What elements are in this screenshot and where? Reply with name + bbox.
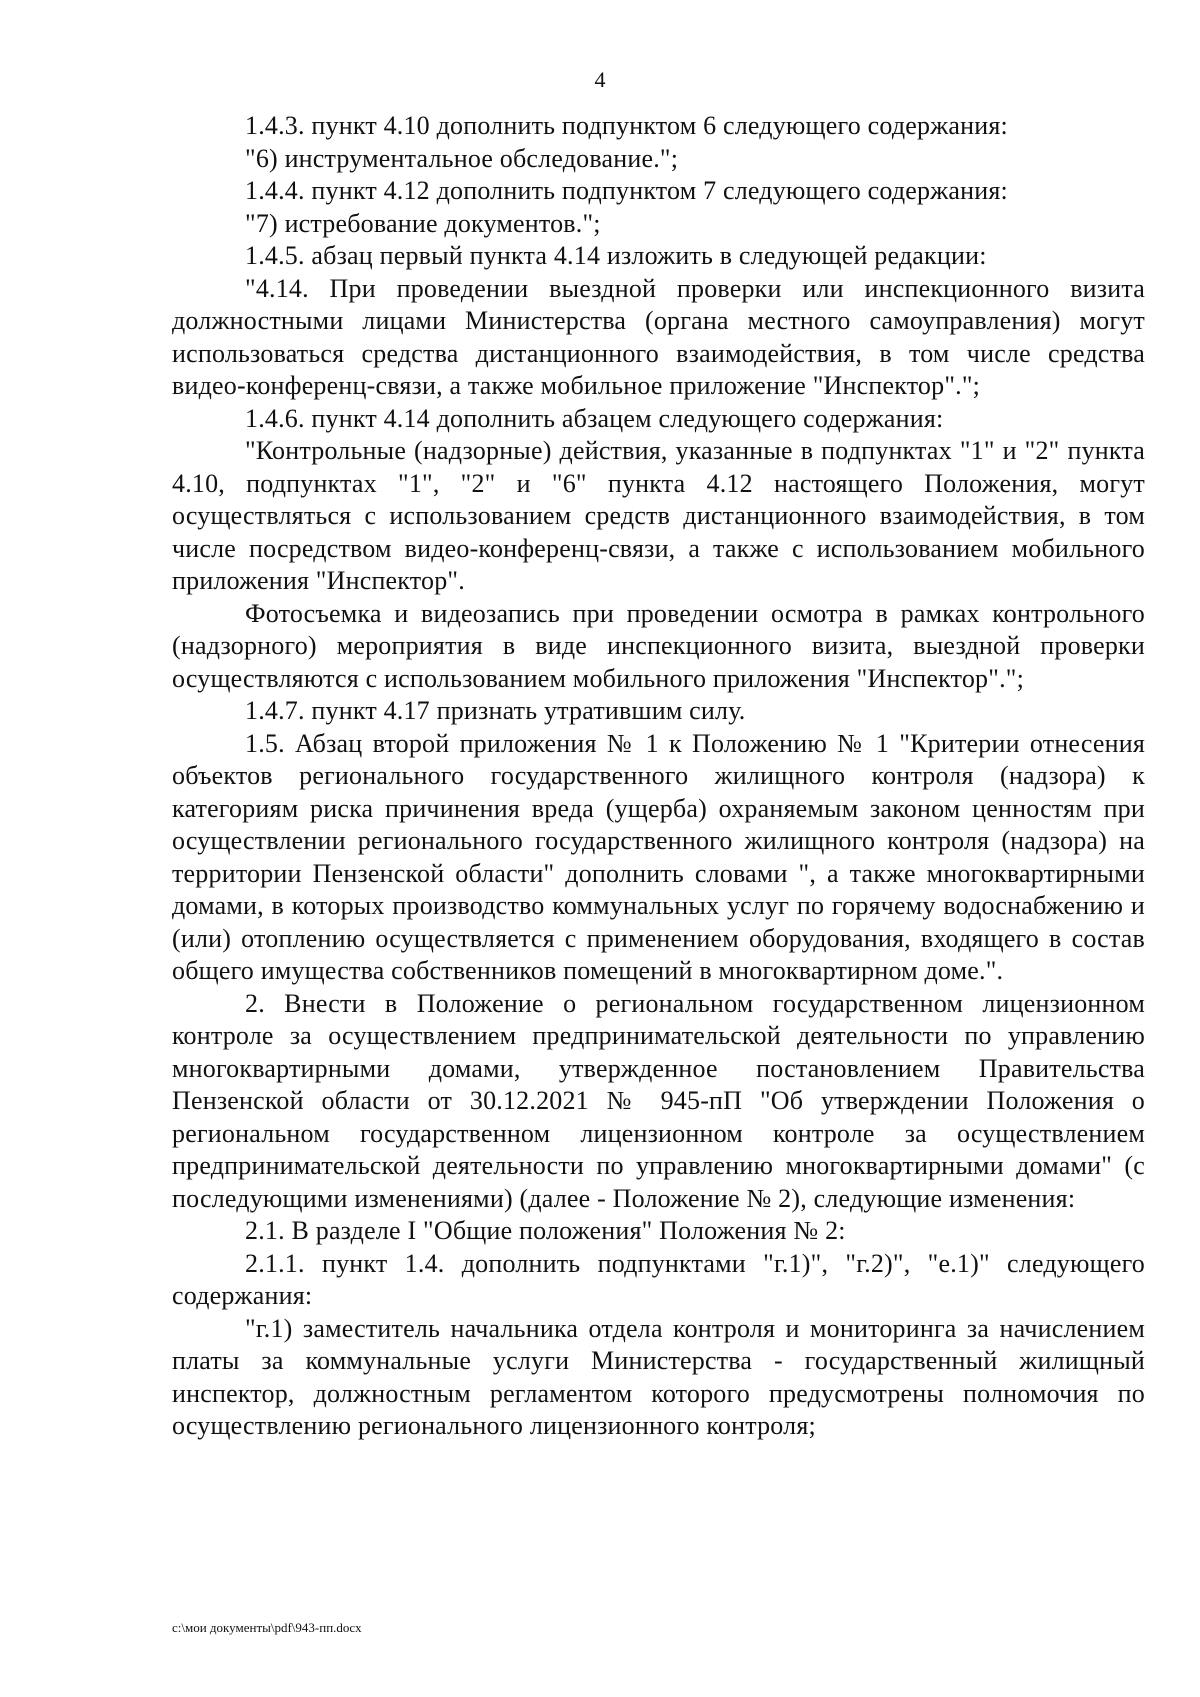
paragraph-quote-4-14: "4.14. При проведении выездной проверки или инспекционного визита должностными лицами Министерства (органа местного самоуправления) могут использоваться средства дистанционного взаимодействия, в том числе средства видео-конференц-связи, а также мобильное приложение "Инспектор"."; bbox=[172, 273, 1145, 400]
paragraph-2-1: 2.1. В разделе I "Общие положения" Положения № 2: bbox=[245, 1216, 846, 1245]
paragraph-2-1-1: 2.1.1. пункт 1.4. дополнить подпунктами "г.1)", "г.2)", "е.1)" следующего содержания: bbox=[172, 1248, 1145, 1310]
page-number: 4 bbox=[594, 67, 606, 92]
paragraph-1-4-4: 1.4.4. пункт 4.12 дополнить подпунктом 7 следующего содержания: bbox=[245, 176, 1008, 205]
paragraph-1-4-5: 1.4.5. абзац первый пункта 4.14 изложить в следующей редакции: bbox=[245, 241, 987, 270]
paragraph-2: 2. Внести в Положение о региональном государственном лицензионном контроле за осуществлением предпринимательской деятельности по управлению многоквартирными домами, утвержденное постановлением Правительства Пензенской области от 30.12.2021 № 945-пП "Об утверждении Положения о региональном государственном лицензионном контроле за осуществлением предпринимательской деятельности по управлению многоквартирными домами" (с последующими изменениями) (далее - Положение № 2), следующие изменения: bbox=[172, 988, 1145, 1213]
document-body bbox=[172, 110, 1145, 1443]
footer-file-path: c:\мои документы\pdf\943-пп.docx bbox=[172, 1620, 362, 1635]
paragraph-1-4-6: 1.4.6. пункт 4.14 дополнить абзацем следующего содержания: bbox=[245, 403, 944, 433]
paragraph-1-4-7: 1.4.7. пункт 4.17 признать утратившим силу. bbox=[245, 696, 746, 725]
paragraph-quote-g1: "г.1) заместитель начальника отдела контроля и мониторинга за начислением платы за коммунальные услуги Министерства - государственный жилищный инспектор, должностным регламентом которого предусмотрены полномочия по осуществлению регионального лицензионного контроля; bbox=[172, 1313, 1145, 1440]
paragraph-1-5: 1.5. Абзац второй приложения № 1 к Положению № 1 "Критерии отнесения объектов регионального государственного жилищного контроля (надзора) к категориям риска причинения вреда (ущерба) охраняемым законом ценностям при осуществлении регионального государственного жилищного контроля (надзора) на территории Пензенской области" дополнить словами ", а также многоквартирными домами, в которых производство коммунальных услуг по горячему водоснабжению и (или) отоплению осуществляется с применением оборудования, входящего в состав общего имущества собственников помещений в многоквартирном доме.". bbox=[172, 728, 1145, 985]
paragraph-quote-6: "6) инструментальное обследование."; bbox=[245, 143, 679, 173]
paragraph-quote-7: "7) истребование документов."; bbox=[245, 208, 601, 238]
paragraph-1-4-3: 1.4.3. пункт 4.10 дополнить подпунктом 6 следующего содержания: bbox=[245, 111, 1008, 140]
paragraph-photo-video: Фотосъемка и видеозапись при проведении осмотра в рамках контрольного (надзорного) мероприятия в виде инспекционного визита, выездной проверки осуществляются с использованием мобильного приложения "Инспектор"."; bbox=[172, 598, 1145, 693]
paragraph-quote-control-actions: "Контрольные (надзорные) действия, указанные в подпунктах "1" и "2" пункта 4.10, подпунктах "1", "2" и "6" пункта 4.12 настоящего Положения, могут осуществляться с использованием средств дистанционного взаимодействия, в том числе посредством видео-конференц-связи, а также с использованием мобильного приложения "Инспектор". bbox=[172, 436, 1145, 595]
